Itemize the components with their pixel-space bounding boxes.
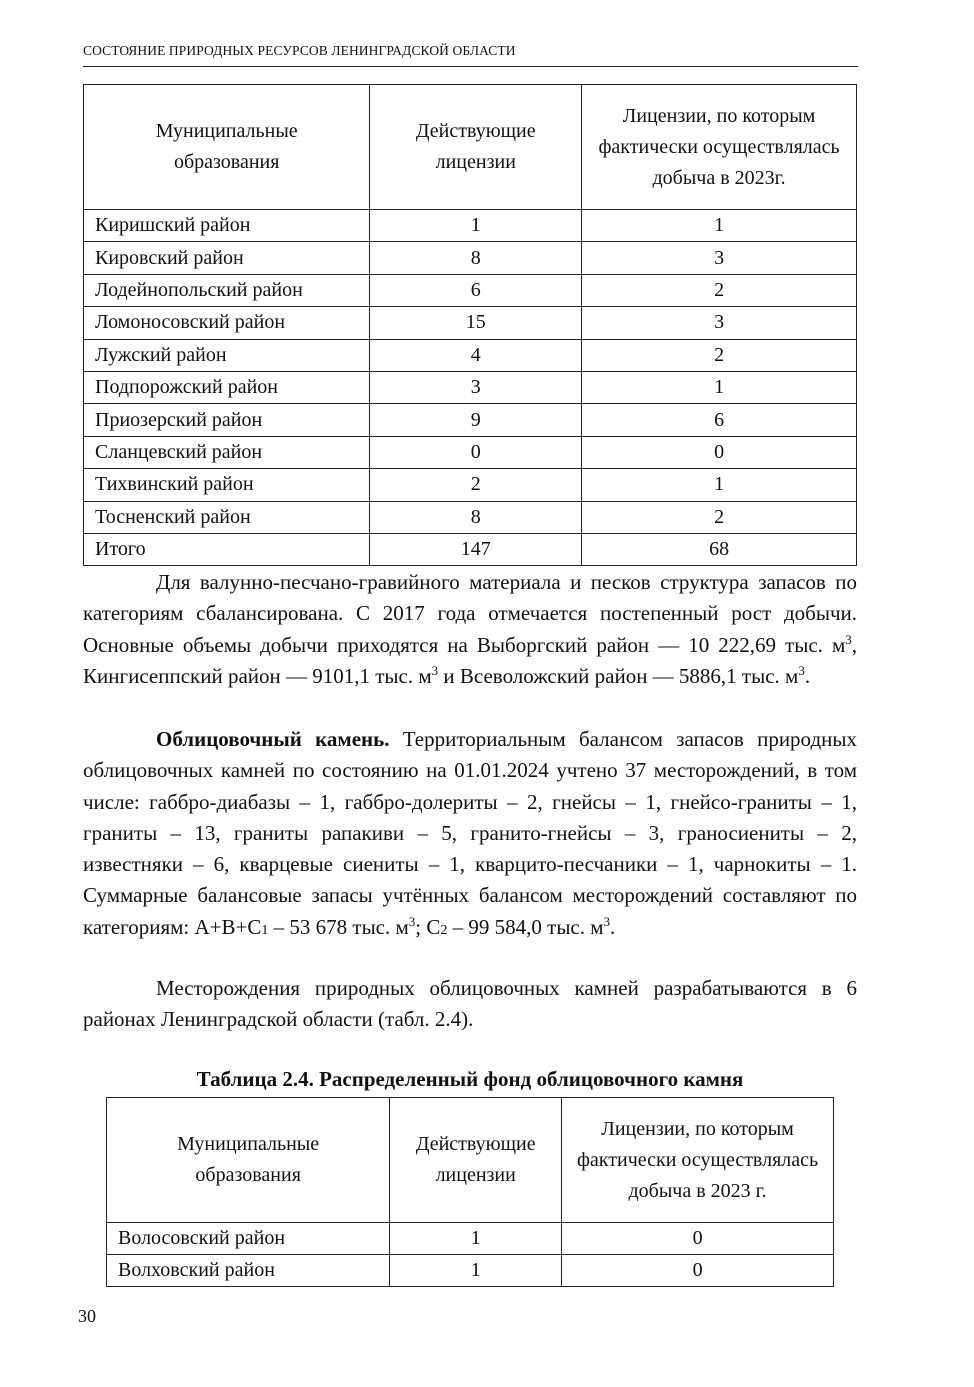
district-name-cell: Ломоносовский район	[84, 307, 370, 339]
column-header-producing-licenses: Лицензии, по которым фактически осуществлялась добыча в 2023 г.	[562, 1098, 834, 1223]
paragraph-deposits-districts: Месторождения природных облицовочных камней разрабатываются в 6 районах Ленинградской области (табл. 2.4).	[83, 976, 857, 1032]
table-caption: Таблица 2.4. Распределенный фонд облицовочного камня	[196, 1067, 744, 1091]
active-licenses-cell: 4	[370, 339, 582, 371]
producing-licenses-cell: 3	[582, 307, 857, 339]
facing-stone-table	[106, 1097, 834, 1287]
district-name-cell: Подпорожский район	[84, 371, 370, 403]
district-name-cell: Тихвинский район	[84, 469, 370, 501]
producing-licenses-cell: 2	[582, 501, 857, 533]
producing-licenses-cell: 6	[582, 404, 857, 436]
district-name-cell: Сланцевский район	[84, 436, 370, 468]
page-number: 30	[78, 1306, 96, 1326]
table-row	[84, 274, 857, 306]
column-header-municipality: Муниципальные образования	[107, 1098, 390, 1223]
active-licenses-cell: 2	[370, 469, 582, 501]
table-header-row	[107, 1098, 834, 1223]
table-row	[84, 533, 857, 565]
active-licenses-cell: 0	[370, 436, 582, 468]
column-header-active-licenses: Действующие лицензии	[390, 1098, 562, 1223]
active-licenses-cell: 1	[390, 1255, 562, 1287]
table-row	[84, 469, 857, 501]
table-row	[84, 339, 857, 371]
active-licenses-cell: 8	[370, 242, 582, 274]
column-header-producing-licenses: Лицензии, по которым фактически осуществлялась добыча в 2023г.	[582, 85, 857, 210]
active-licenses-cell: 15	[370, 307, 582, 339]
paragraph-facing-stone: Облицовочный камень. Территориальным балансом запасов природных облицовочных камней по состоянию на 01.01.2024 учтено 37 месторождений, в том числе: габбро-диабазы – 1, габбро-долериты – 2, гнейсы – 1, гнейсо-граниты – 1, граниты – 13, граниты рапакиви – 5, гранито-гнейсы – 3, граносиениты – 2, известняки – 6, кварцевые сиениты – 1, кварцито-песчаники – 1, чарнокиты – 1. Суммарные балансовые запасы учтённых балансом месторождений составляют по категориям: А+В+С1 – 53 678 тыс. $м^3$; С2 – 99 584,0 тыс. $м^3$.	[83, 727, 857, 939]
producing-licenses-cell: 68	[582, 533, 857, 565]
producing-licenses-cell: 0	[582, 436, 857, 468]
active-licenses-cell: 3	[370, 371, 582, 403]
producing-licenses-cell: 2	[582, 274, 857, 306]
table-header-row	[84, 85, 857, 210]
producing-licenses-cell: 2	[582, 339, 857, 371]
table-row	[84, 371, 857, 403]
district-name-cell: Лужский район	[84, 339, 370, 371]
paragraph-sand-gravel: Для валунно-песчано-гравийного материала и песков структура запасов по категориям сбалансирована. С 2017 года отмечается постепенный рост добычи. Основные объемы добычи приходятся на Выборгский район — 10 222,69 тыс. $м^3$, Кингисеппский район — 9101,1 тыс. $м^3$ и Всеволожский район — 5886,1 тыс. $м^3$.	[83, 570, 857, 688]
district-name-cell: Итого	[84, 533, 370, 565]
producing-licenses-cell: 1	[582, 210, 857, 242]
active-licenses-cell: 147	[370, 533, 582, 565]
table-row	[84, 210, 857, 242]
column-header-active-licenses: Действующие лицензии	[370, 85, 582, 210]
table-row	[107, 1223, 834, 1255]
district-name-cell: Приозерский район	[84, 404, 370, 436]
active-licenses-cell: 8	[370, 501, 582, 533]
district-name-cell: Киришский район	[84, 210, 370, 242]
district-name-cell: Лодейнопольский район	[84, 274, 370, 306]
table-row	[84, 242, 857, 274]
table-row	[107, 1255, 834, 1287]
active-licenses-cell: 6	[370, 274, 582, 306]
active-licenses-cell: 9	[370, 404, 582, 436]
running-header: СОСТОЯНИЕ ПРИРОДНЫХ РЕСУРСОВ ЛЕНИНГРАДСКОЙ ОБЛАСТИ	[83, 43, 858, 67]
producing-licenses-cell: 1	[582, 371, 857, 403]
active-licenses-cell: 1	[390, 1223, 562, 1255]
table-row	[84, 436, 857, 468]
district-name-cell: Волховский район	[107, 1255, 390, 1287]
table-row	[84, 404, 857, 436]
district-name-cell: Кировский район	[84, 242, 370, 274]
district-name-cell: Тосненский район	[84, 501, 370, 533]
district-name-cell: Волосовский район	[107, 1223, 390, 1255]
table-row	[84, 307, 857, 339]
table-row	[84, 501, 857, 533]
active-licenses-cell: 1	[370, 210, 582, 242]
producing-licenses-cell: 1	[582, 469, 857, 501]
producing-licenses-cell: 3	[582, 242, 857, 274]
producing-licenses-cell: 0	[562, 1223, 834, 1255]
producing-licenses-cell: 0	[562, 1255, 834, 1287]
licenses-table	[83, 84, 857, 566]
column-header-municipality: Муниципальные образования	[84, 85, 370, 210]
section-lead: Облицовочный камень.	[156, 727, 390, 751]
